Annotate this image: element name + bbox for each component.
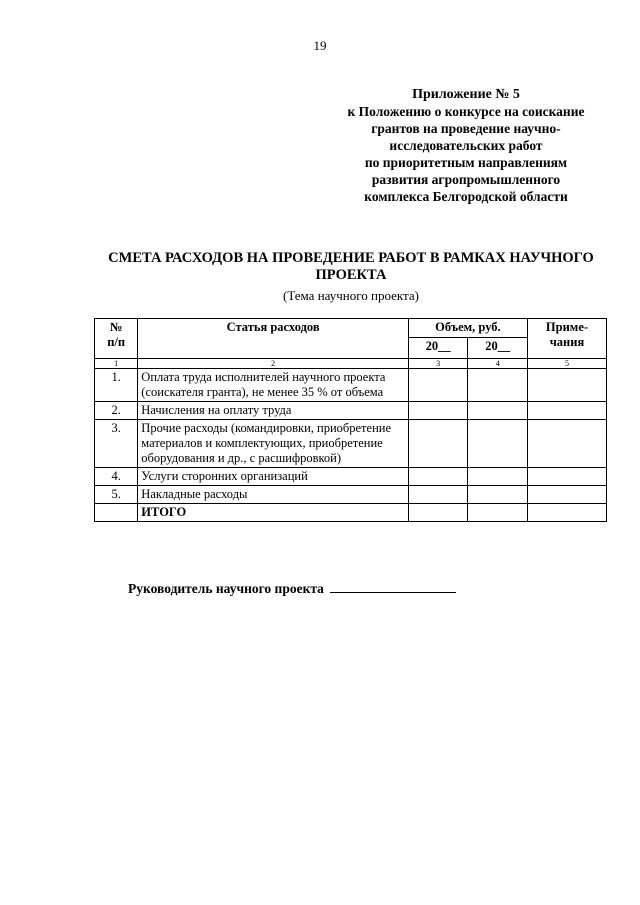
column-index-row (95, 359, 607, 369)
row-notes-cell (527, 402, 606, 420)
total-label: ИТОГО (138, 504, 409, 522)
document-title-line: ПРОЕКТА (315, 267, 387, 283)
row-year-1-cell (408, 369, 468, 402)
page-number: 19 (313, 38, 327, 53)
column-index: 5 (527, 359, 606, 369)
appendix-line: к Положению о конкурсе на соискание (347, 104, 585, 119)
row-year-1-cell (408, 420, 468, 468)
total-year-1-cell (408, 504, 468, 522)
table-row (95, 402, 607, 420)
appendix-title: Приложение № 5 (412, 87, 520, 102)
header-num-line: № (109, 320, 123, 334)
column-index: 3 (408, 359, 468, 369)
table-header-row (95, 319, 607, 338)
project-topic-placeholder: (Тема научного проекта) (283, 288, 419, 303)
total-number-cell (95, 504, 138, 522)
column-index: 2 (138, 359, 409, 369)
row-year-2-cell (468, 369, 528, 402)
row-item: Начисления на оплату труда (138, 402, 409, 420)
table-total-row (95, 504, 607, 522)
row-item: Услуги сторонних организаций (138, 468, 409, 486)
table-row (95, 468, 607, 486)
column-index: 1 (95, 359, 138, 369)
row-notes-cell (527, 420, 606, 468)
row-year-2-cell (468, 420, 528, 468)
header-year-1: 20__ (408, 338, 468, 359)
total-year-2-cell (468, 504, 528, 522)
row-item: Накладные расходы (138, 486, 409, 504)
row-number: 2. (95, 402, 138, 420)
table-row (95, 486, 607, 504)
appendix-line: по приоритетным направлениям (364, 155, 568, 170)
row-notes-cell (527, 486, 606, 504)
header-notes-line: Приме- (545, 320, 589, 334)
estimate-table (94, 318, 607, 522)
row-number: 4. (95, 468, 138, 486)
row-number: 1. (95, 369, 138, 402)
row-year-2-cell (468, 486, 528, 504)
header-notes-line: чания (549, 335, 585, 349)
signature-block (128, 580, 456, 597)
header-num-line: п/п (107, 335, 126, 349)
header-volume: Объем, руб. (408, 319, 527, 338)
row-notes-cell (527, 468, 606, 486)
header-notes (527, 319, 606, 359)
row-number: 5. (95, 486, 138, 504)
table-row (95, 369, 607, 402)
row-number: 3. (95, 420, 138, 468)
signature-line (330, 580, 456, 593)
header-year-2: 20__ (468, 338, 528, 359)
appendix-line: грантов на проведение научно- (371, 121, 561, 136)
row-year-1-cell (408, 486, 468, 504)
signature-label: Руководитель научного проекта (128, 581, 324, 596)
appendix-line: развития агропромышленного (371, 172, 561, 187)
table-row (95, 420, 607, 468)
row-item: Оплата труда исполнителей научного проекта (соискателя гранта), не менее 35 % от объема (138, 369, 409, 402)
document-title-line: СМЕТА РАСХОДОВ НА ПРОВЕДЕНИЕ РАБОТ В РАМКАХ НАУЧНОГО (108, 250, 594, 266)
row-notes-cell (527, 369, 606, 402)
row-year-2-cell (468, 468, 528, 486)
appendix-block (336, 86, 596, 205)
row-year-2-cell (468, 402, 528, 420)
row-item: Прочие расходы (командировки, приобретение материалов и комплектующих, приобретение оборудования и др., с расшифровкой) (138, 420, 409, 468)
total-notes-cell (527, 504, 606, 522)
document-title (95, 250, 607, 284)
appendix-line: комплекса Белгородской области (364, 189, 568, 204)
header-num (95, 319, 138, 359)
row-year-1-cell (408, 468, 468, 486)
row-year-1-cell (408, 402, 468, 420)
column-index: 4 (468, 359, 528, 369)
appendix-line: исследовательских работ (389, 138, 543, 153)
header-item: Статья расходов (138, 319, 409, 359)
